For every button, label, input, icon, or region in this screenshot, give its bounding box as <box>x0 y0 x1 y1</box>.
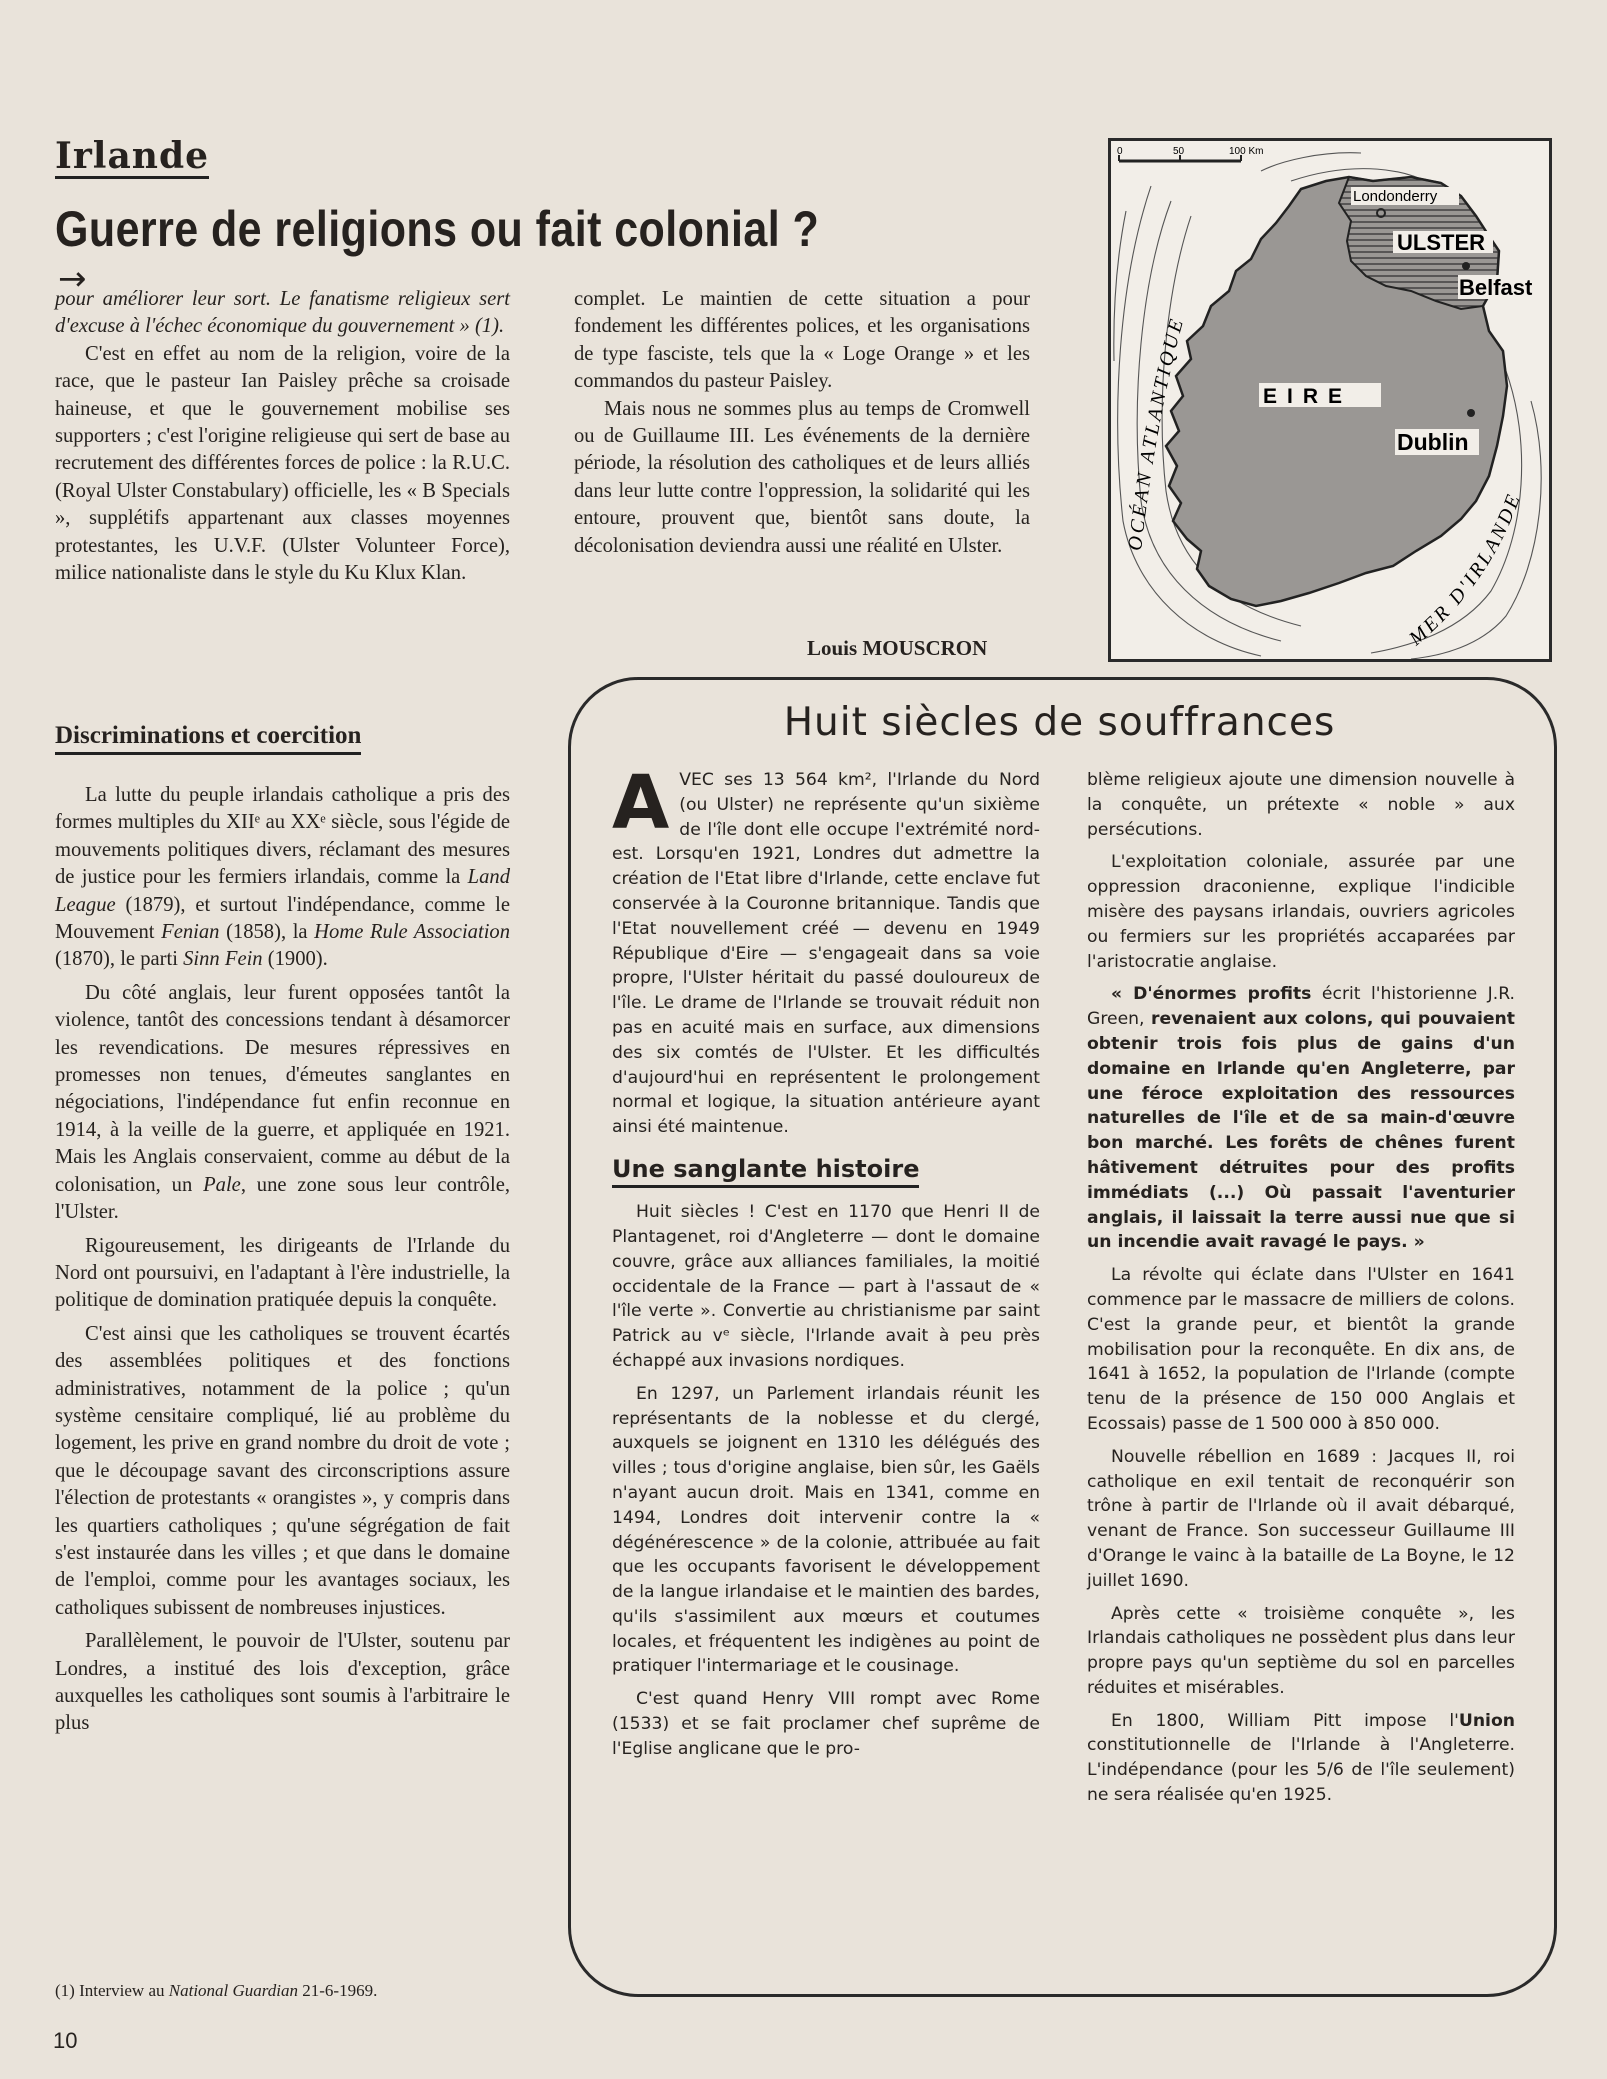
city-dot-dublin <box>1467 409 1475 417</box>
paragraph: La lutte du peuple irlandais catholique a pris des formes multiples du XIIᵉ au XXᵉ siècle, sous l'égide de mouvements politiques divers, réclamant des mesures de justice pour les fermiers irlandais, comme la Land League (1879), et surtout l'indépendance, comme le Mouvement Fenian (1858), la Home Rule Association (1870), le parti Sinn Fein (1900). <box>55 784 511 971</box>
paragraph: Du côté anglais, leur furent opposées tantôt la violence, tantôt des concessions tendant à désamorcer les revendications. De mesures répressives en promesses non tenues, d'émeutes sanglantes en négociations, l'indépendance fut enfin reconnue en 1914, à la veille de la guerre, et appliquée en 1921. Mais les Anglais conservaient, comme au début de la colonisation, un Pale, une zone sous leur contrôle, l'Ulster. <box>55 981 510 1224</box>
label-dublin: Dublin <box>1397 429 1469 455</box>
label-londonderry: Londonderry <box>1353 188 1438 205</box>
scale-label-50: 50 <box>1173 146 1185 157</box>
section-label: Irlande <box>55 135 210 177</box>
paragraph: Parallèlement, le pouvoir de l'Ulster, soutenu par Londres, a institué des lois d'exception, grâce auxquelles les catholiques sont soumis à l'arbitraire le plus <box>55 1630 510 1735</box>
paragraph: Rigoureusement, les dirigeants de l'Irlande du Nord ont poursuivi, en l'adaptant à l'ère industrielle, la politique de domination pratiquée depuis la conquête. <box>55 1234 510 1312</box>
paragraph: L'exploitation coloniale, assurée par une oppression draconienne, explique l'indicible misère des paysans irlandais, ouvriers agricoles ou fermiers sur les propriétés accaparées par l'aristocratie anglaise. <box>1087 852 1515 972</box>
paragraph: La révolte qui éclate dans l'Ulster en 1641 commence par le massacre de milliers de colons. C'est la grande peur, et bientôt la grande mobilisation pour la reconquête. En dix ans, de 1641 à 1652, la population de l'Irlande (compte tenu de la présence de 150 000 Anglais et Ecossais) passe de 1 500 000 à 850 000. <box>1087 1265 1515 1434</box>
scale-label-0: 0 <box>1117 146 1123 157</box>
label-belfast: Belfast <box>1459 275 1533 300</box>
paragraph: Nouvelle rébellion en 1689 : Jacques II, roi catholique en exil tentait de reconquérir son trône à partir de l'Irlande où il avait débarqué, venant de France. Son successeur Guillaume III d'Orange le vainc à la bataille de La Boyne, le 12 juillet 1690. <box>1087 1446 1515 1591</box>
label-eire: EIRE <box>1263 385 1353 408</box>
paragraph: Après cette « troisième conquête », les Irlandais catholiques ne possèdent plus dans leur propre pays qu'un septième du sol en parcelles réduites et misérables. <box>1087 1603 1515 1698</box>
paragraph: Huit siècles ! C'est en 1170 que Henri II de Plantagenet, roi d'Angleterre — dont le domaine couvre, grâce aux alliances familiales, la moitié occidentale de la France — part à l'assaut de « l'île verte ». Convertie au christianisme par saint Patrick au vᵉ siècle, l'Irlande avait à peu près échappé aux invasions nordiques. <box>612 1202 1040 1371</box>
label-ocean-atlantique: OCÉAN ATLANTIQUE <box>1124 314 1189 552</box>
subheading-sanglante-histoire: Une sanglante histoire <box>612 1154 919 1188</box>
page-number: 10 <box>53 2028 78 2053</box>
label-ulster: ULSTER <box>1397 230 1485 255</box>
article-column-1-top <box>55 286 510 587</box>
headline: Guerre de religions ou fait colonial ? <box>55 201 820 257</box>
paragraph: En 1800, William Pitt impose l'Union constitutionnelle de l'Irlande à l'Angleterre. L'indépendance (pour les 5/6 de l'île seulement) ne sera réalisée qu'en 1925. <box>1087 1710 1515 1806</box>
author-signature: Louis MOUSCRON <box>807 636 988 660</box>
paragraph: C'est quand Henry VIII rompt avec Rome (1533) et se fait proclamer chef suprême de l'Eglise anglicane que le pro- <box>612 1689 1040 1759</box>
map-graphic <box>1111 141 1549 659</box>
subheading-discriminations: Discriminations et coercition <box>55 720 361 755</box>
drop-cap: A <box>612 760 670 846</box>
sidebar-column-2 <box>1087 768 1515 1808</box>
paragraph-continued: pour améliorer leur sort. Le fanatisme religieux sert d'excuse à l'échec économique du gouvernement » (1). <box>55 288 510 338</box>
sidebar-column-1 <box>612 760 1040 1762</box>
lead-paragraph: AVEC ses 13 564 km², l'Irlande du Nord (ou Ulster) ne représente qu'un sixième de l'île dont elle occupe l'extrémité nord-est. Lorsqu'en 1921, Londres dut admettre la création de l'Etat libre d'Irlande, cette enclave fut conservée à la Couronne britannique. Tandis que l'Etat nouvellement créé — devenu en 1949 République d'Eire — s'engageait dans sa voie propre, l'Ulster héritait du passé douloureux de l'île. Le drame de l'Irlande se trouvait réduit non pas en acuité mais en surface, aux dimensions des six comtés de l'Ulster. Et les difficultés d'aujourd'hui en représentent le prolongement normal et logique, la situation antérieure ayant ainsi été maintenue. <box>612 760 1040 1138</box>
sidebar-box-title: Huit siècles de souffrances <box>783 700 1336 745</box>
continuation-arrow-icon: → <box>58 259 87 299</box>
article-column-2 <box>574 286 1030 560</box>
quote-paragraph: « D'énormes profits écrit l'historienne J.R. Green, revenaient aux colons, qui pouvaient obtenir trois fois plus de gains d'un domaine en Irlande qu'en Angleterre, par une féroce exploitation des ressources naturelles de l'île et de sa main-d'œuvre bon marché. Les forêts de chênes furent hâtivement détruites pour des profits immédiats (...) Où passait l'aventurier anglais, il laissait la terre aussi nue que si un incendie avait ravagé le pays. » <box>1087 984 1515 1253</box>
label-mer-irlande: MER D'IRLANDE <box>1404 489 1526 650</box>
paragraph: blème religieux ajoute une dimension nouvelle à la conquête, un prétexte « noble » aux persécutions. <box>1087 770 1515 840</box>
city-dot-belfast <box>1462 262 1470 270</box>
paragraph: complet. Le maintien de cette situation a pour fondement les différentes polices, et les organisations de type fasciste, tels que la « Loge Orange » et les commandos du pasteur Paisley. <box>574 288 1030 393</box>
paragraph: C'est en effet au nom de la religion, voire de la race, que le pasteur Ian Paisley prêche sa croisade haineuse, et que le gouvernement mobilise ses supporters ; c'est l'origine religieuse qui sert de base au recrutement des différentes forces de police : la R.U.C. (Royal Ulster Constabulary) officielle, les « B Specials », supplétifs appartenant aux classes moyennes protestantes, les U.V.F. (Ulster Volunteer Force), milice nationaliste dans le style du Ku Klux Klan. <box>55 342 510 585</box>
paragraph: En 1297, un Parlement irlandais réunit les représentants de la noblesse et du clergé, auxquels se joignent en 1310 les délégués des villes ; tous d'origine anglaise, bien sûr, les Gaëls n'ayant aucun droit. Mais en 1341, comme en 1494, Londres doit intervenir contre la « dégénérescence » de la colonie, attribuée au fait que les occupants favorisent le développement de la langue irlandaise et le maintien des bardes, qu'ils s'assimilent aux mœurs et coutumes locales, et fréquentent les indigènes au point de pratiquer l'intermariage et le cousinage. <box>612 1383 1040 1677</box>
paragraph: Mais nous ne sommes plus au temps de Cromwell ou de Guillaume III. Les événements de la dernière période, la résolution des catholiques et de leurs alliés dans leur lutte contre l'oppression, la solidarité qui les entoure, prouvent que, bientôt sans doute, la décolonisation deviendra aussi une réalité en Ulster. <box>574 397 1030 557</box>
article-column-1-bottom <box>55 782 510 1738</box>
scale-label-100: 100 Km <box>1229 146 1264 157</box>
paragraph: C'est ainsi que les catholiques se trouvent écartés des assemblées politiques et des fonctions administratives, notamment de la police ; qu'un système censitaire compliqué, lié au problème du logement, les prive en grand nombre du droit de vote ; que le découpage savant des circonscriptions assure l'élection de protestants « orangistes », y compris dans les quartiers catholiques ; qu'une ségrégation de fait s'est instaurée dans les villes ; et que dans le domaine de l'emploi, comme pour les avantages sociaux, les catholiques subissent de nombreuses injustices. <box>55 1322 510 1619</box>
ireland-map <box>1108 138 1552 662</box>
footnote: (1) Interview au National Guardian 21-6-1969. <box>55 1981 378 2000</box>
